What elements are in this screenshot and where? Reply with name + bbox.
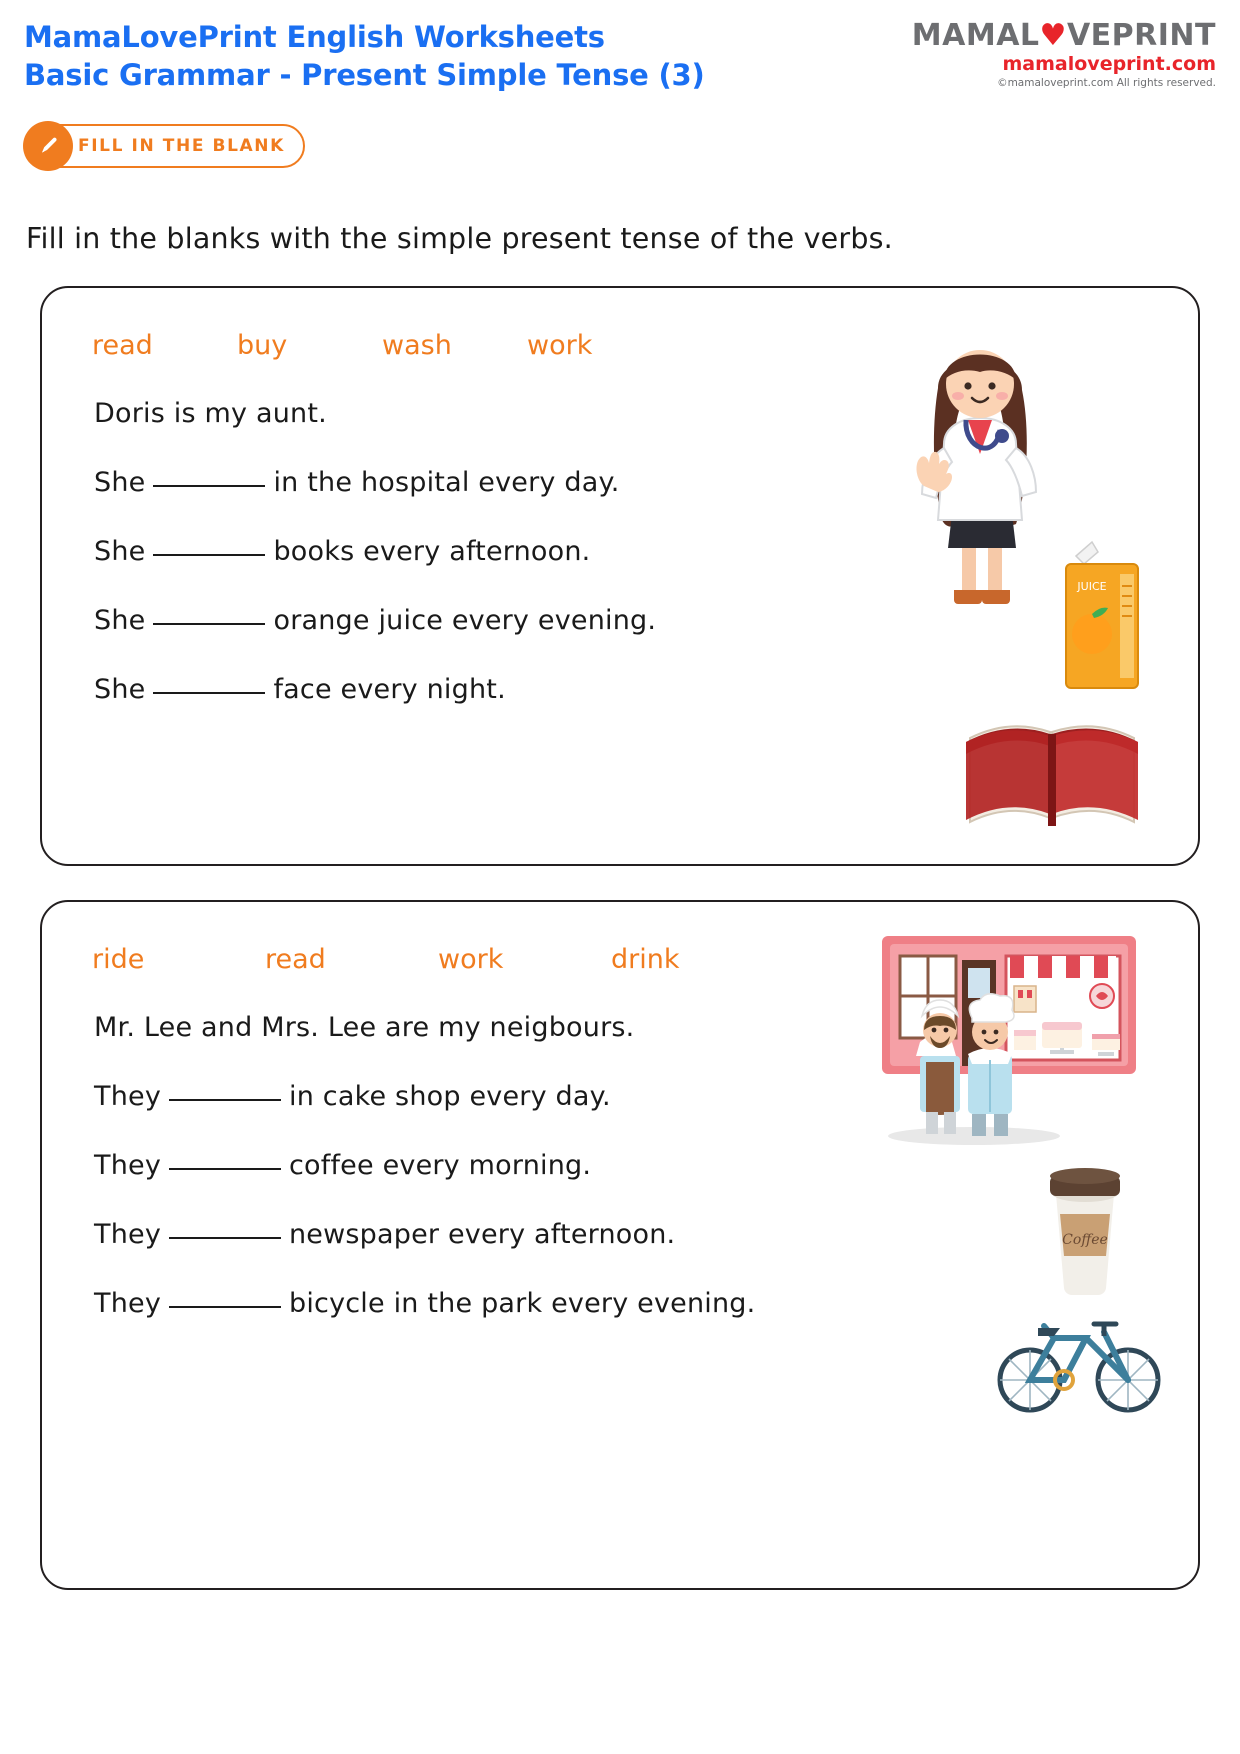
sentence-item — [94, 1146, 755, 1181]
fill-in-the-blank-label: FILL IN THE BLANK — [78, 136, 285, 156]
svg-text:Coffee: Coffee — [1062, 1232, 1108, 1248]
answer-blank[interactable] — [169, 1284, 281, 1308]
fill-in-the-blank-badge — [24, 124, 305, 168]
answer-blank[interactable] — [169, 1215, 281, 1239]
activity-type-row — [24, 124, 305, 168]
sentence-suffix: bicycle in the park every evening. — [289, 1288, 756, 1319]
sentence-prefix: She — [94, 536, 146, 567]
sentence-suffix: coffee every morning. — [289, 1150, 592, 1181]
sentence-list-1 — [94, 398, 656, 739]
word-bank-1 — [92, 330, 672, 361]
brand-logo — [912, 20, 1216, 52]
sentence-item — [94, 601, 656, 636]
word-bank-item: work — [527, 330, 593, 361]
word-bank-item: wash — [382, 330, 452, 361]
sentence-item — [94, 1284, 755, 1319]
brand-block — [912, 20, 1216, 89]
sentence-prefix: She — [94, 467, 146, 498]
svg-text:JUICE: JUICE — [1077, 580, 1107, 593]
open-book-image — [952, 698, 1152, 838]
sentence-prefix: They — [94, 1081, 161, 1112]
title-line-1: MamaLovePrint English Worksheets — [24, 20, 605, 54]
heart-icon: ♥ — [1039, 18, 1067, 53]
juice-box-image — [1042, 526, 1162, 706]
brand-text-part1: MAMAL — [911, 18, 1040, 53]
word-bank-item: read — [265, 944, 326, 975]
sentence-prefix: They — [94, 1150, 161, 1181]
sentence-suffix: face every night. — [273, 674, 506, 705]
coffee-cup-image — [1030, 1152, 1140, 1302]
sentence-item — [94, 398, 656, 429]
exercise-box-1 — [40, 286, 1200, 866]
answer-blank[interactable] — [153, 601, 265, 625]
sentence-prefix: They — [94, 1288, 161, 1319]
cake-shop-image — [864, 930, 1154, 1150]
word-bank-2 — [92, 944, 784, 975]
page-header — [24, 18, 1216, 108]
answer-blank[interactable] — [153, 463, 265, 487]
sentence-suffix: books every afternoon. — [273, 536, 591, 567]
sentence-list-2 — [94, 1012, 755, 1353]
sentence-prefix: She — [94, 605, 146, 636]
pencil-icon — [23, 121, 73, 171]
sentence-item — [94, 670, 656, 705]
sentence-prefix: Doris is my aunt. — [94, 398, 327, 429]
word-bank-item: work — [438, 944, 504, 975]
sentence-item — [94, 1012, 755, 1043]
exercise-box-2 — [40, 900, 1200, 1590]
word-bank-item: drink — [611, 944, 680, 975]
sentence-prefix: She — [94, 674, 146, 705]
sentence-suffix: in the hospital every day. — [273, 467, 620, 498]
answer-blank[interactable] — [169, 1077, 281, 1101]
sentence-item — [94, 463, 656, 498]
sentence-prefix: Mr. Lee and Mrs. Lee are my neigbours. — [94, 1012, 635, 1043]
word-bank-item: ride — [92, 944, 145, 975]
sentence-item — [94, 1077, 755, 1112]
sentence-item — [94, 532, 656, 567]
answer-blank[interactable] — [169, 1146, 281, 1170]
brand-text-part2: VEPRINT — [1066, 18, 1216, 53]
sentence-prefix: They — [94, 1219, 161, 1250]
bicycle-image — [994, 1292, 1164, 1422]
answer-blank[interactable] — [153, 670, 265, 694]
sentence-suffix: newspaper every afternoon. — [289, 1219, 676, 1250]
title-line-2: Basic Grammar - Present Simple Tense (3) — [24, 58, 705, 93]
sentence-suffix: in cake shop every day. — [289, 1081, 611, 1112]
page-title — [24, 18, 705, 95]
sentence-suffix: orange juice every evening. — [273, 605, 657, 636]
word-bank-item: buy — [237, 330, 288, 361]
brand-copyright: ©mamaloveprint.com All rights reserved. — [997, 77, 1216, 90]
word-bank-item: read — [92, 330, 153, 361]
sentence-item — [94, 1215, 755, 1250]
answer-blank[interactable] — [153, 532, 265, 556]
instruction-text: Fill in the blanks with the simple present tense of the verbs. — [26, 222, 893, 255]
brand-url: mamaloveprint.com — [1002, 52, 1216, 75]
